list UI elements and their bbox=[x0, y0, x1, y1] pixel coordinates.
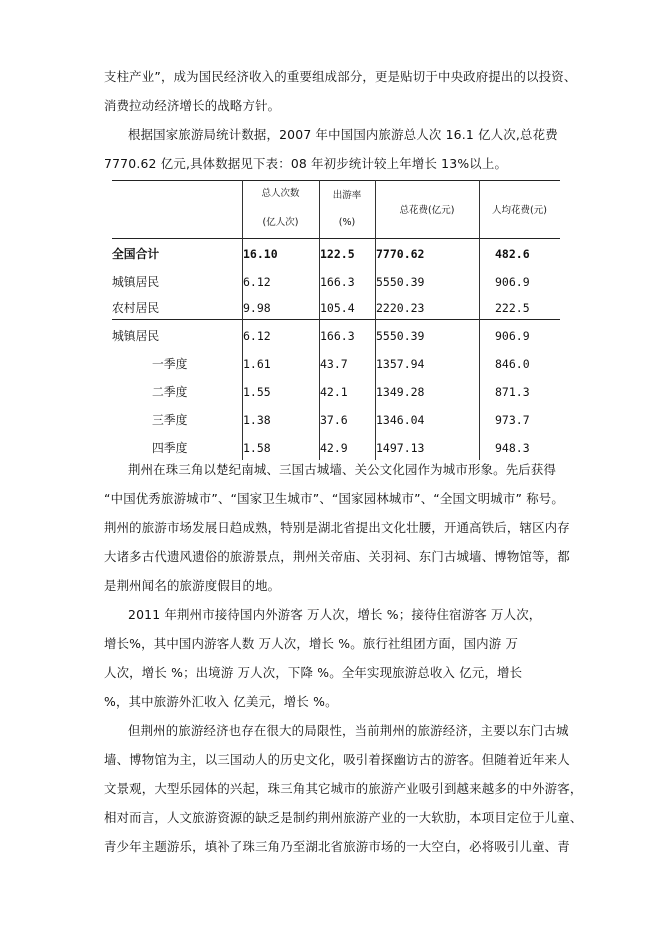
cell-spend: 5550.39 bbox=[376, 275, 425, 289]
cell-per-capita: 482.6 bbox=[495, 247, 530, 261]
paragraph-line: %，其中旅游外汇收入 亿美元，增长 %。 bbox=[104, 694, 338, 709]
cell-total: 1.58 bbox=[243, 441, 271, 455]
cell-total: 16.10 bbox=[243, 247, 278, 261]
cell-spend: 2220.23 bbox=[376, 301, 425, 315]
cell-rate: 122.5 bbox=[320, 247, 355, 261]
cell-total: 6.12 bbox=[243, 329, 271, 343]
cell-per-capita: 222.5 bbox=[495, 301, 530, 315]
cell-rate: 42.1 bbox=[320, 385, 348, 399]
cell-rate: 166.3 bbox=[320, 329, 355, 343]
cell-spend: 7770.62 bbox=[376, 247, 425, 261]
cell-per-capita: 948.3 bbox=[495, 441, 530, 455]
cell-total: 6.12 bbox=[243, 275, 271, 289]
row-label: 全国合计 bbox=[112, 247, 160, 261]
cell-total: 1.38 bbox=[243, 413, 271, 427]
row-label: 城镇居民 bbox=[112, 275, 160, 289]
paragraph-line: 墙、博物馆为主，以三国动人的历史文化，吸引着探幽访古的游客。但随着近年来人 bbox=[104, 752, 570, 767]
cell-per-capita: 973.7 bbox=[495, 413, 530, 427]
paragraph-line: 2011 年荆州市接待国内外游客 万人次，增长 %；接待住宿游客 万人次， bbox=[128, 607, 542, 622]
cell-spend: 5550.39 bbox=[376, 329, 425, 343]
header-total-spend: 总花费(亿元) bbox=[399, 205, 455, 216]
paragraph-line: 是荆州闻名的旅游度假目的地。 bbox=[104, 578, 281, 593]
header-travel-rate bbox=[319, 189, 375, 229]
paragraph-line: 增长%，其中国内游客人数 万人次，增长 %。旅行社组团方面，国内游 万 bbox=[104, 636, 519, 651]
cell-rate: 43.7 bbox=[320, 357, 348, 371]
tourism-statistics-table bbox=[112, 180, 560, 460]
paragraph-line: 人次，增长 %；出境游 万人次，下降 %。全年实现旅游总收入 亿元，增长 bbox=[104, 665, 523, 680]
paragraph-line: 根据国家旅游局统计数据，2007 年中国国内旅游总人次 16.1 亿人次,总花费 bbox=[128, 127, 558, 142]
paragraph-line: 文景观，大型乐园体的兴起，珠三角其它城市的旅游产业吸引到越来越多的中外游客， bbox=[104, 781, 583, 796]
paragraph-line: 消费拉动经济增长的战略方针。 bbox=[104, 98, 281, 113]
cell-total: 1.55 bbox=[243, 385, 271, 399]
table-group-rule bbox=[112, 319, 560, 320]
row-label: 四季度 bbox=[152, 441, 188, 455]
header-per-capita-spend: 人均花费(元) bbox=[492, 205, 547, 216]
cell-spend: 1357.94 bbox=[376, 357, 425, 371]
table-top-rule bbox=[112, 180, 560, 181]
paragraph-line: 相对而言，人文旅游资源的缺乏是制约荆州旅游产业的一大软肋，本项目定位于儿童、 bbox=[104, 810, 583, 825]
paragraph-line: 青少年主题游乐，填补了珠三角乃至湖北省旅游市场的一大空白，必将吸引儿童、青 bbox=[104, 839, 570, 854]
header-total-trips-unit: (亿人次) bbox=[262, 217, 299, 228]
cell-spend: 1497.13 bbox=[376, 441, 425, 455]
cell-per-capita: 871.3 bbox=[495, 385, 530, 399]
row-label: 农村居民 bbox=[112, 301, 160, 315]
cell-rate: 166.3 bbox=[320, 275, 355, 289]
paragraph-line: 荆州的旅游市场发展日趋成熟，特别是湖北省提出文化壮腰，开通高铁后，辖区内存 bbox=[104, 520, 570, 535]
paragraph-line: 大诸多古代遗风遗俗的旅游景点，荆州关帝庙、关羽祠、东门古城墙、博物馆等，都 bbox=[104, 549, 570, 564]
paragraph-line: 但荆州的旅游经济也存在很大的局限性，当前荆州的旅游经济，主要以东门古城 bbox=[128, 723, 569, 738]
cell-rate: 42.9 bbox=[320, 441, 348, 455]
paragraph-line: 荆州在珠三角以楚纪南城、三国古城墙、关公文化园作为城市形象。先后获得 bbox=[128, 462, 557, 477]
paragraph-line: 7770.62 亿元,具体数据见下表：08 年初步统计较上年增长 13%以上。 bbox=[104, 156, 508, 171]
paragraph-line: “中国优秀旅游城市”、“国家卫生城市”、“国家园林城市”、“全国文明城市” 称号。 bbox=[104, 491, 564, 506]
cell-total: 1.61 bbox=[243, 357, 271, 371]
row-label: 二季度 bbox=[152, 385, 188, 399]
cell-total: 9.98 bbox=[243, 301, 271, 315]
cell-spend: 1346.04 bbox=[376, 413, 425, 427]
cell-spend: 1349.28 bbox=[376, 385, 425, 399]
header-travel-rate-label: 出游率 bbox=[332, 190, 362, 201]
cell-per-capita: 906.9 bbox=[495, 275, 530, 289]
table-column-divider bbox=[479, 180, 480, 460]
paragraph-line: 支柱产业”，成为国民经济收入的重要组成部分，更是贴切于中央政府提出的以投资、 bbox=[104, 69, 577, 84]
cell-rate: 105.4 bbox=[320, 301, 355, 315]
cell-rate: 37.6 bbox=[320, 413, 348, 427]
cell-per-capita: 906.9 bbox=[495, 329, 530, 343]
row-label: 一季度 bbox=[152, 357, 188, 371]
table-header-rule bbox=[112, 238, 560, 239]
header-total-trips-label: 总人次数 bbox=[261, 188, 300, 199]
row-label: 三季度 bbox=[152, 413, 188, 427]
cell-per-capita: 846.0 bbox=[495, 357, 530, 371]
header-travel-rate-unit: (%) bbox=[338, 217, 356, 228]
header-total-trips bbox=[242, 187, 319, 229]
row-label: 城镇居民 bbox=[112, 329, 160, 343]
